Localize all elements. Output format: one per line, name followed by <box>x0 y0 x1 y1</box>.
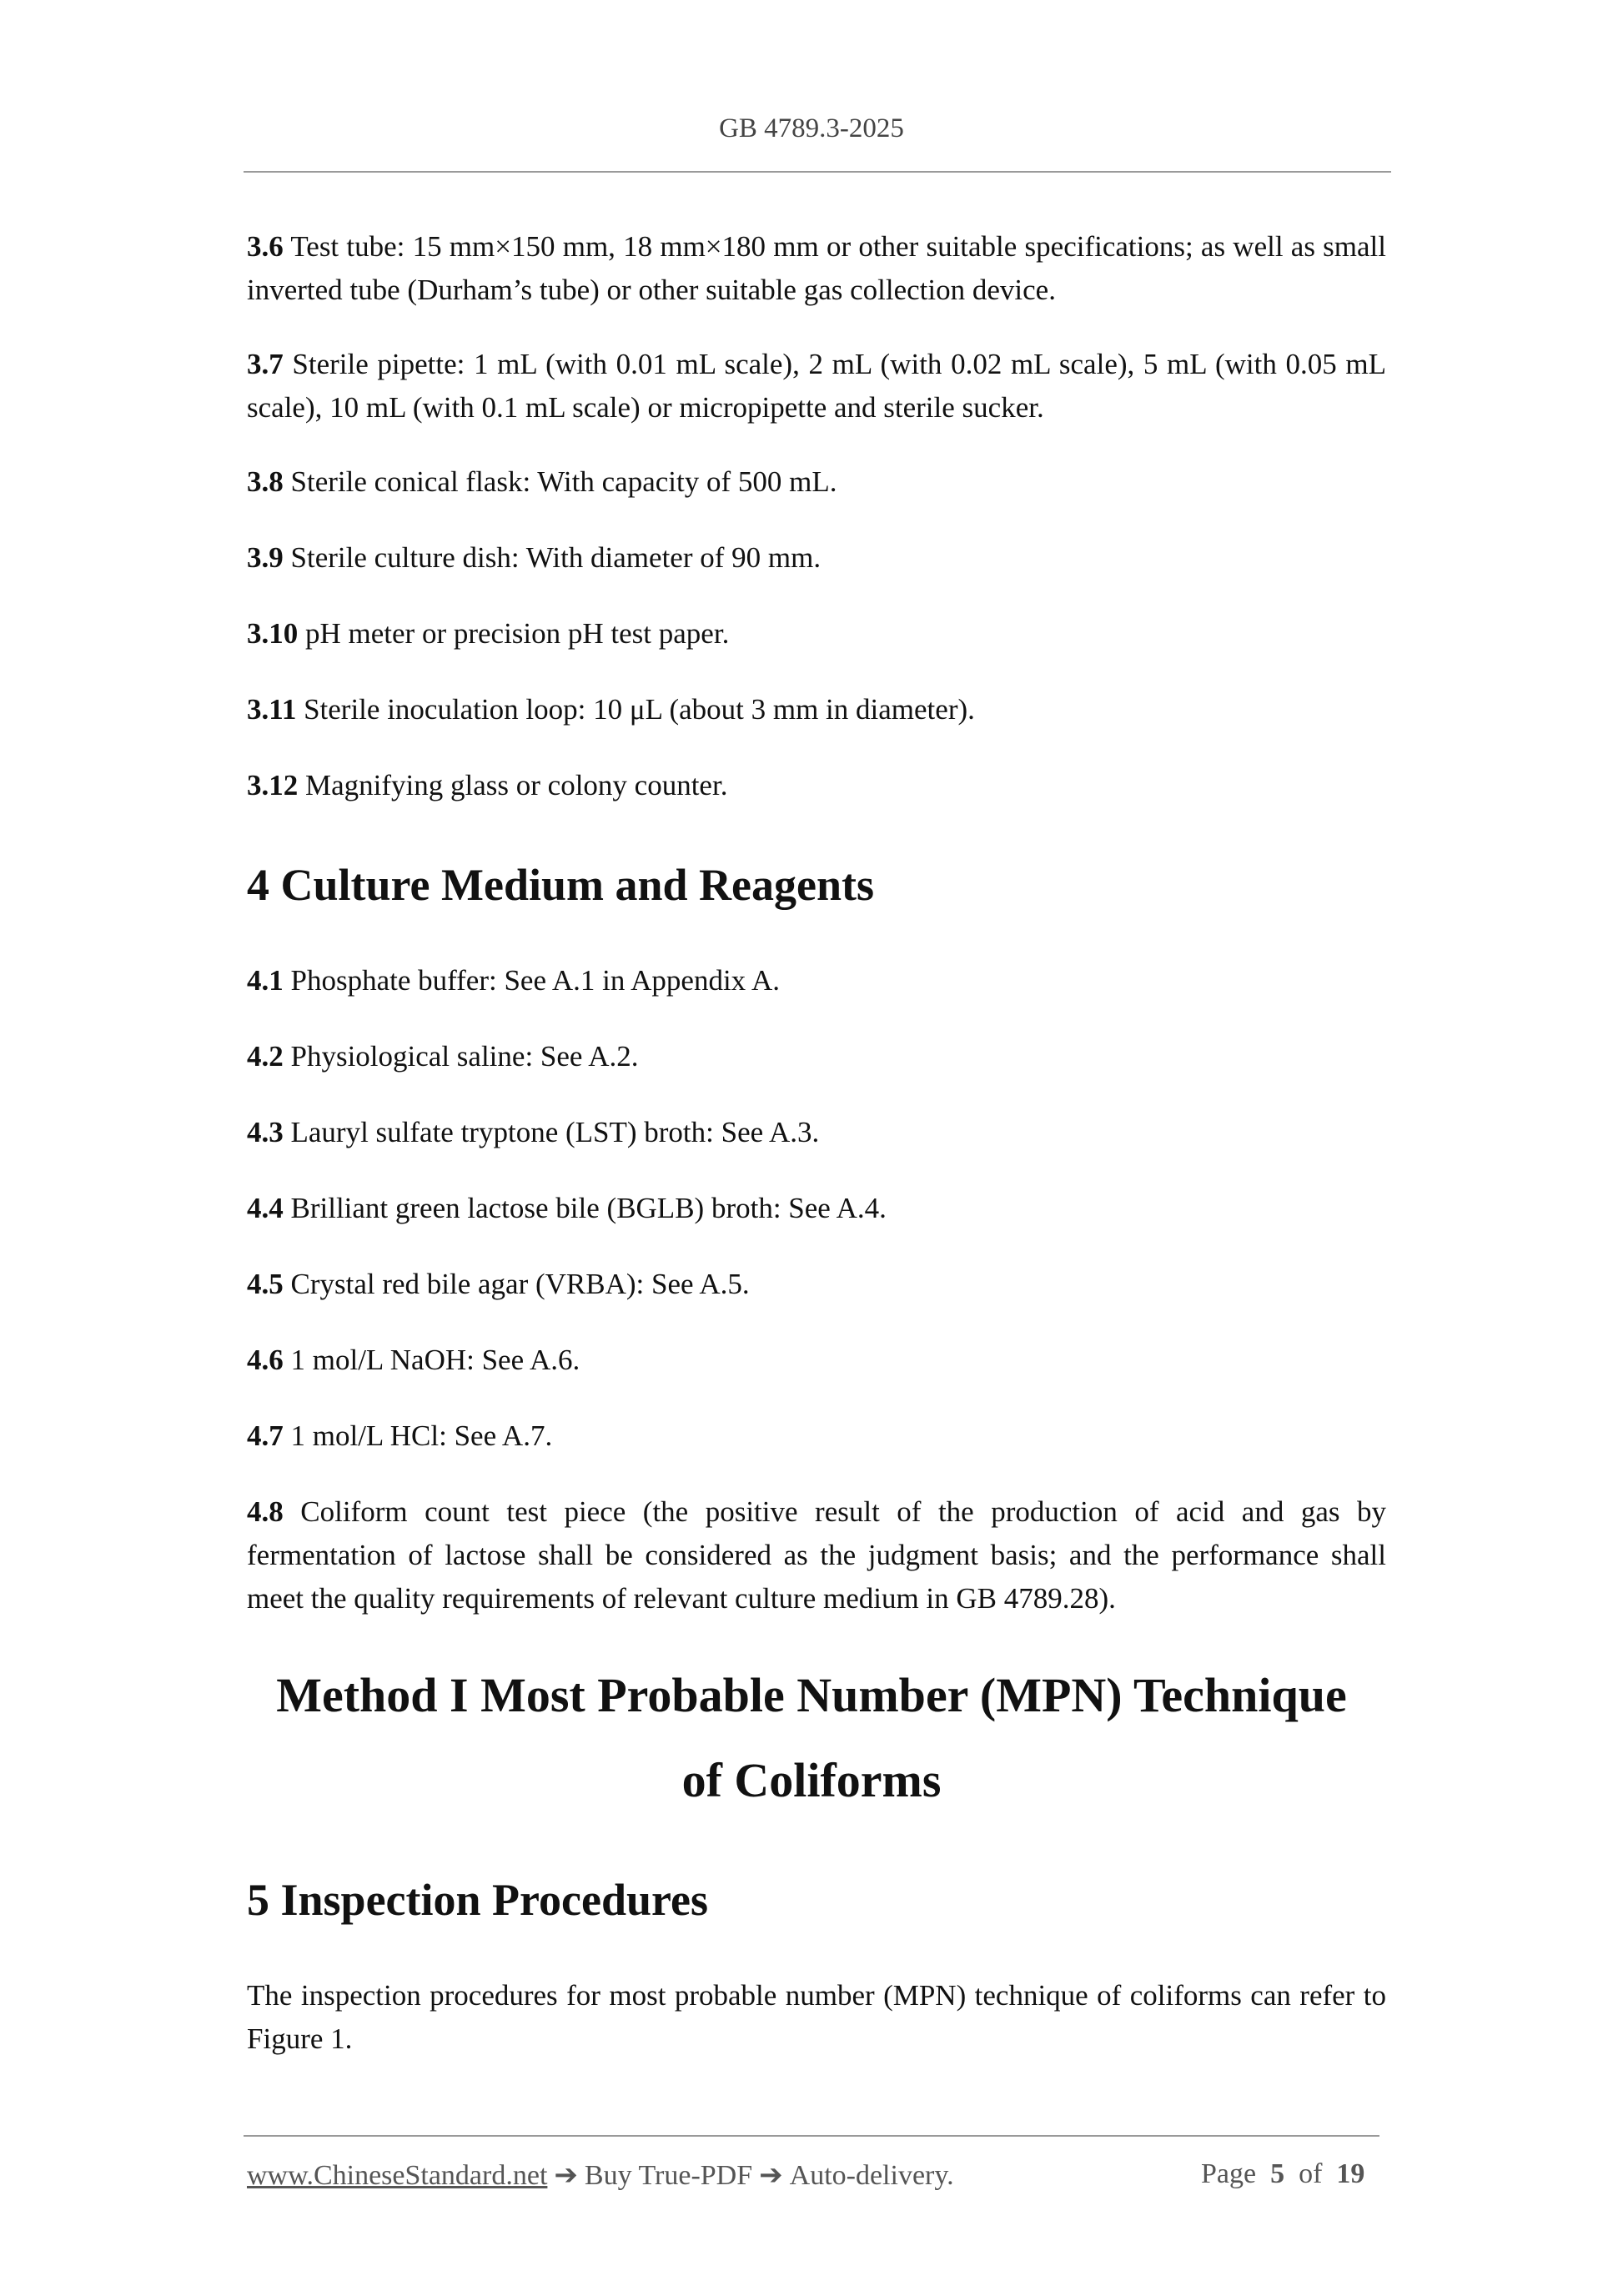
page-of-label: of <box>1299 2158 1323 2189</box>
page-number <box>1201 2158 1364 2190</box>
clause-number: 3.8 <box>247 465 284 498</box>
clause-text: Coliform count test piece (the positive result of the production of acid and gas by fermentation of lactose shall be considered as the judgment basis; and the performance shall meet the quality requirements of relevant culture medium in GB 4789.28). <box>247 1495 1387 1615</box>
clause-3-8 <box>247 460 1386 504</box>
clause-number: 4.1 <box>247 964 284 997</box>
clause-text: Brilliant green lactose bile (BGLB) broth: See A.4. <box>290 1192 887 1224</box>
clause-text: Phosphate buffer: See A.1 in Appendix A. <box>290 964 781 997</box>
clause-text: 1 mol/L HCl: See A.7. <box>290 1419 553 1452</box>
clause-4-7 <box>247 1414 1386 1458</box>
clause-number: 4.5 <box>247 1268 284 1300</box>
website-link[interactable]: www.ChineseStandard.net <box>247 2160 548 2191</box>
method-title-line1: Method I Most Probable Number (MPN) Technique <box>276 1668 1347 1722</box>
footer-rule <box>244 2135 1379 2137</box>
clause-number: 4.8 <box>247 1495 284 1528</box>
document-header: GB 4789.3-2025 <box>719 113 904 143</box>
clause-text: Sterile conical flask: With capacity of 500 mL. <box>290 465 837 498</box>
clause-text: Magnifying glass or colony counter. <box>305 769 728 801</box>
clause-number: 3.6 <box>247 230 284 263</box>
section-5-body: The inspection procedures for most probable number (MPN) technique of coliforms can refer to Figure 1. <box>247 1979 1386 2055</box>
page-current: 5 <box>1270 2158 1285 2189</box>
method-title-line2: of Coliforms <box>681 1753 942 1807</box>
clause-4-5 <box>247 1263 1386 1306</box>
page-label: Page <box>1201 2158 1257 2189</box>
clause-number: 3.10 <box>247 617 299 650</box>
arrow-right-icon: ➔ <box>554 2160 578 2191</box>
clause-text: Lauryl sulfate tryptone (LST) broth: See A.3. <box>290 1116 820 1148</box>
clause-number: 4.3 <box>247 1116 284 1148</box>
buy-pdf-text: Buy True-PDF <box>584 2160 753 2191</box>
clause-text: Sterile pipette: 1 mL (with 0.01 mL scale), 2 mL (with 0.02 mL scale), 5 mL (with 0.05 mL scale), 10 mL (with 0.1 mL scale) or micropipette and sterile sucker. <box>247 348 1387 424</box>
clause-3-12 <box>247 764 1386 807</box>
clause-text: Sterile inoculation loop: 10 μL (about 3 mm in diameter). <box>304 693 975 726</box>
page-total: 19 <box>1336 2158 1365 2189</box>
arrow-right-icon: ➔ <box>759 2160 783 2191</box>
clause-3-10 <box>247 612 1386 656</box>
clause-text: Test tube: 15 mm×150 mm, 18 mm×180 mm or other suitable specifications; as well as small inverted tube (Durham’s tube) or other suitable gas collection device. <box>247 230 1386 306</box>
auto-delivery-text: Auto-delivery. <box>789 2160 954 2191</box>
clause-number: 4.2 <box>247 1040 284 1073</box>
clause-text: 1 mol/L NaOH: See A.6. <box>290 1344 580 1376</box>
clause-4-3 <box>247 1111 1386 1154</box>
clause-text: Crystal red bile agar (VRBA): See A.5. <box>290 1268 750 1300</box>
clause-4-4 <box>247 1187 1386 1230</box>
clause-3-6 <box>247 225 1386 312</box>
clause-number: 4.6 <box>247 1344 284 1376</box>
clause-text: pH meter or precision pH test paper. <box>305 617 730 650</box>
clause-number: 4.7 <box>247 1419 284 1452</box>
header-rule <box>244 171 1391 173</box>
footer-promo <box>247 2158 954 2192</box>
clause-3-7 <box>247 343 1386 430</box>
clause-number: 3.9 <box>247 541 284 574</box>
clause-number: 4.4 <box>247 1192 284 1224</box>
clause-3-11 <box>247 688 1386 731</box>
clause-number: 3.12 <box>247 769 299 801</box>
section-5-heading: 5 Inspection Procedures <box>247 1875 708 1925</box>
clause-text: Physiological saline: See A.2. <box>290 1040 639 1073</box>
clause-number: 3.11 <box>247 693 297 726</box>
clause-4-6 <box>247 1339 1386 1382</box>
clause-4-1 <box>247 959 1386 1002</box>
clause-3-9 <box>247 536 1386 580</box>
clause-4-8 <box>247 1490 1386 1620</box>
clause-number: 3.7 <box>247 348 284 380</box>
section-4-heading: 4 Culture Medium and Reagents <box>247 860 875 910</box>
clause-text: Sterile culture dish: With diameter of 90 mm. <box>290 541 822 574</box>
clause-4-2 <box>247 1035 1386 1078</box>
